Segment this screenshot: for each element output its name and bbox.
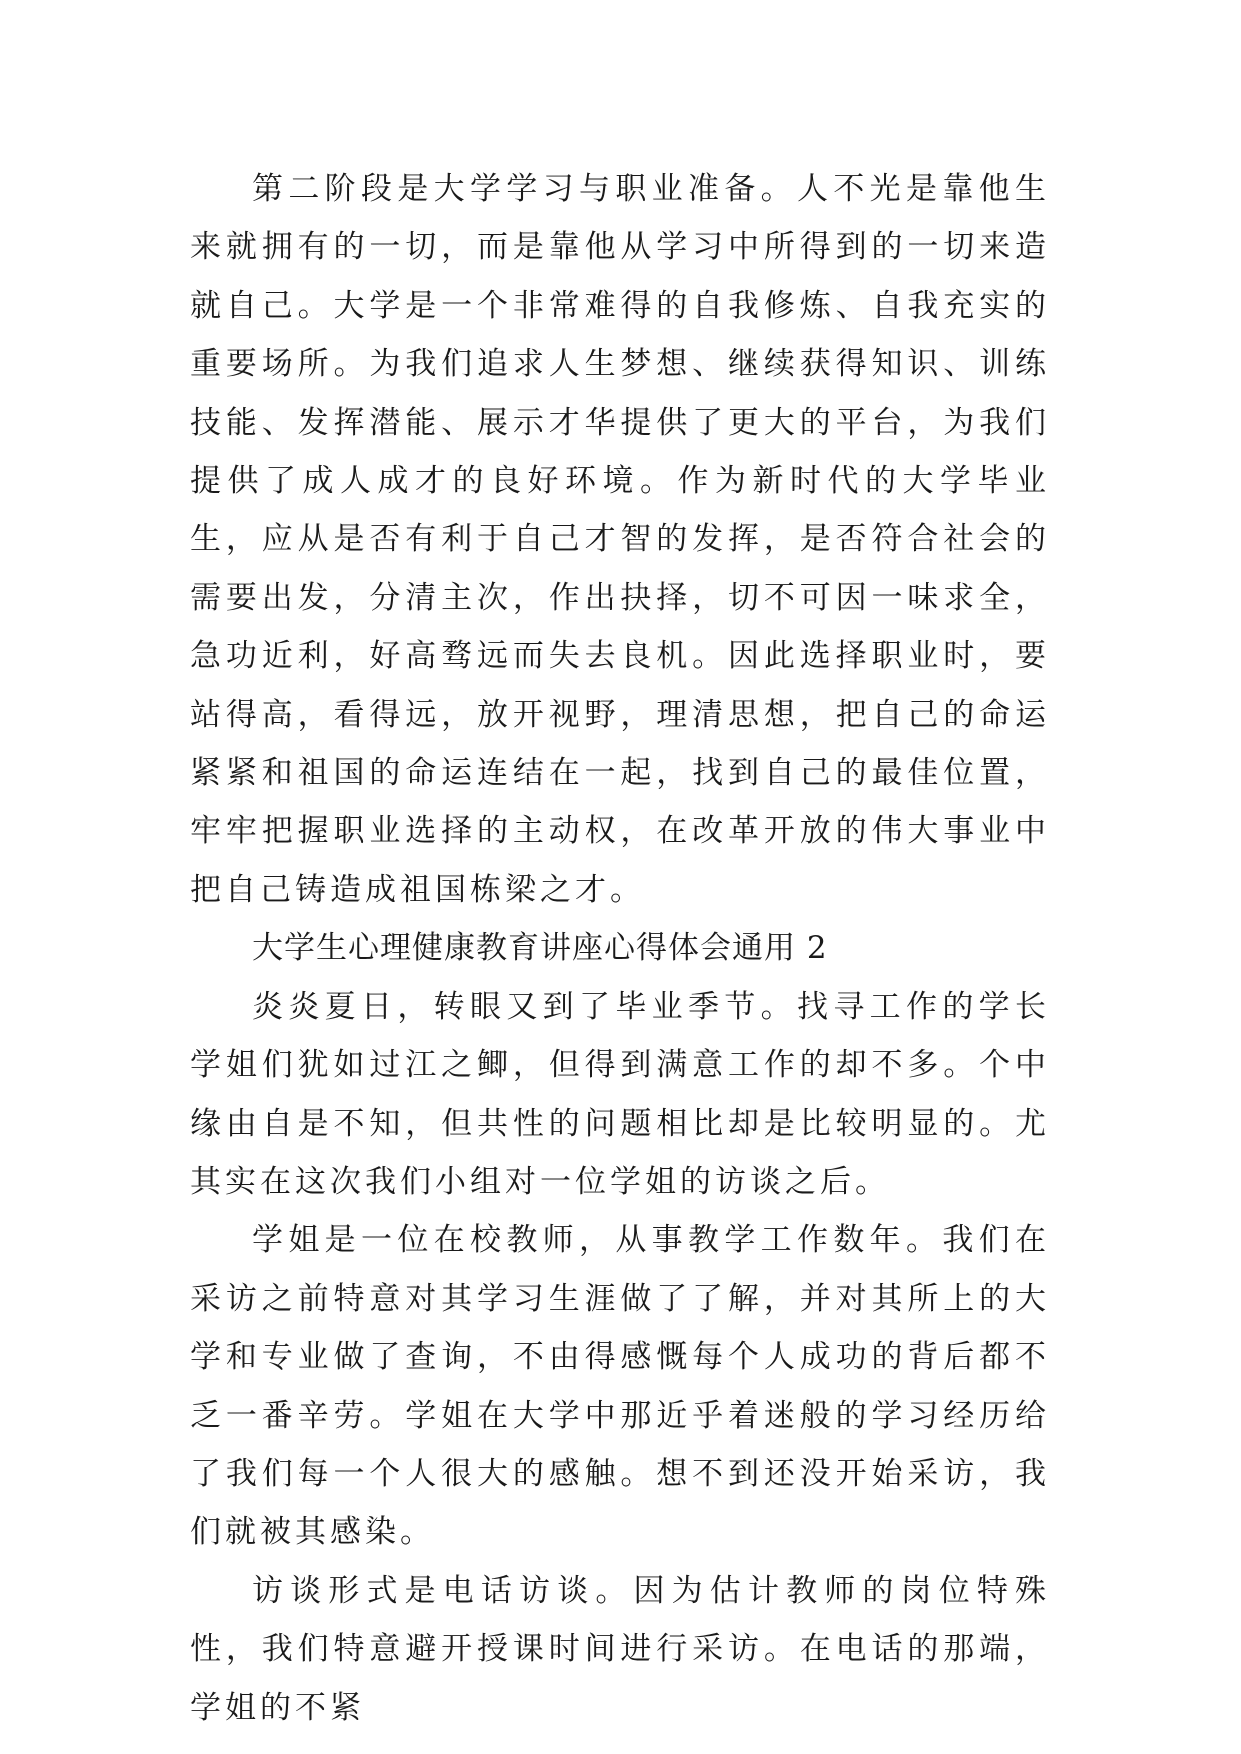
section-heading: 大学生心理健康教育讲座心得体会通用 2 (252, 930, 828, 967)
body-paragraph-phone-interview: 访谈形式是电话访谈。因为估计教师的岗位特殊性，我们特意避开授课时间进行采访。在电话的那端，学姐的不紧 (190, 1572, 1050, 1726)
body-paragraph-graduation-season: 炎炎夏日，转眼又到了毕业季节。找寻工作的学长学姐们犹如过江之鲫，但得到满意工作的却不多。个中缘由自是不知，但共性的问题相比却是比较明显的。尤其实在这次我们小组对一位学姐的访谈之后。 (190, 988, 1050, 1200)
body-paragraph-career-stage: 第二阶段是大学学习与职业准备。人不光是靠他生来就拥有的一切，而是靠他从学习中所得到的一切来造就自己。大学是一个非常难得的自我修炼、自我充实的重要场所。为我们追求人生梦想、继续获得知识、训练技能、发挥潜能、展示才华提供了更大的平台，为我们提供了成人成才的良好环境。作为新时代的大学毕业生，应从是否有利于自己才智的发挥，是否符合社会的需要出发，分清主次，作出抉择，切不可因一味求全，急功近利，好高骛远而失去良机。因此选择职业时，要站得高，看得远，放开视野，理清思想，把自己的命运紧紧和祖国的命运连结在一起，找到自己的最佳位置，牢牢把握职业选择的主动权，在改革开放的伟大事业中把自己铸造成祖国栋梁之才。 (190, 171, 1050, 908)
body-paragraph-senior-teacher: 学姐是一位在校教师，从事教学工作数年。我们在采访之前特意对其学习生涯做了了解，并对其所上的大学和专业做了查询，不由得感慨每个人成功的背后都不乏一番辛劳。学姐在大学中那近乎着迷般的学习经历给了我们每一个人很大的感触。想不到还没开始采访，我们就被其感染。 (190, 1222, 1050, 1551)
document-page (190, 160, 1050, 1737)
